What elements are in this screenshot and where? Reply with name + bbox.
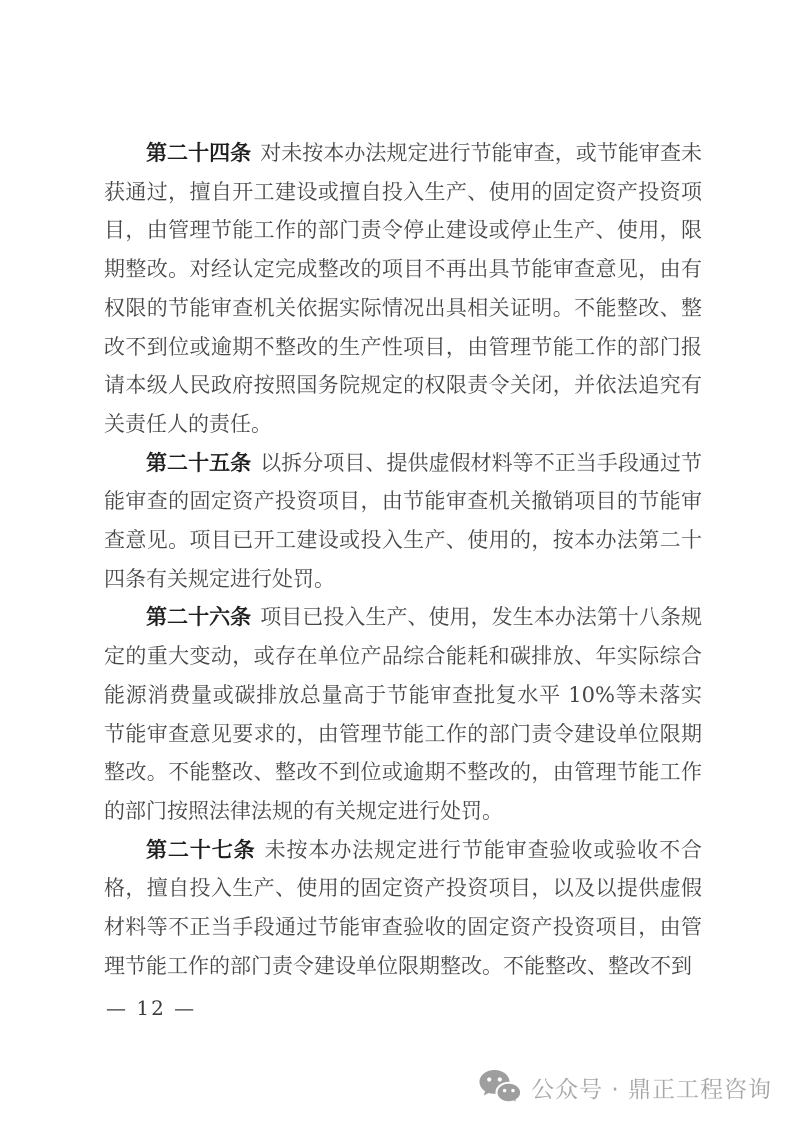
page-number: — 12 — [106,996,197,1020]
wechat-watermark [478,1068,772,1106]
article-body-27: 未按本办法规定进行节能审查验收或验收不合格，擅自投入生产、使用的固定资产投资项目，以及以提供虚假材料等不正当手段通过节能审查验收的固定资产投资项目，由管理节能工作的部门责令建设单位限期整改。不能整改、整改不到 [104,837,703,978]
article-number-27: 第二十七条 [146,837,256,862]
article-paragraph [104,444,702,599]
article-paragraph [104,831,702,986]
article-body-24: 对未按本办法规定进行节能审查，或节能审查未获通过，擅自开工建设或擅自投入生产、使用的固定资产投资项目，由管理节能工作的部门责令停止建设或停止生产、使用，限期整改。对经认定完成整改的项目不再出具节能审查意见，由有权限的节能审查机关依据实际情况出具相关证明。不能整改、整改不到位或逾期不整改的生产性项目，由管理节能工作的部门报请本级人民政府按照国务院规定的权限责令关闭，并依法追究有关责任人的责任。 [104,141,703,436]
article-paragraph [104,134,702,444]
article-body-25: 以拆分项目、提供虚假材料等不正当手段通过节能审查的固定资产投资项目，由节能审查机关撤销项目的节能审查意见。项目已开工建设或投入生产、使用的，按本办法第二十四条有关规定进行处罚。 [104,450,703,591]
article-paragraph [104,598,702,830]
article-text-block [104,134,702,985]
wechat-watermark-label: 公众号 · 鼎正工程咨询 [531,1076,772,1103]
wechat-icon [478,1068,522,1106]
article-number-26: 第二十六条 [146,605,252,630]
article-number-25: 第二十五条 [146,450,252,475]
article-body-26: 项目已投入生产、使用，发生本办法第十八条规定的重大变动，或存在单位产品综合能耗和碳排放、年实际综合能源消费量或碳排放总量高于节能审查批复水平 10%等未落实节能审查意见要求的，由管理节能工作的部门责令建设单位限期整改。不能整改、整改不到位或逾期不整改的，由管理节能工作的部门按照法律法规的有关规定进行处罚。 [104,605,703,823]
article-number-24: 第二十四条 [146,141,252,165]
